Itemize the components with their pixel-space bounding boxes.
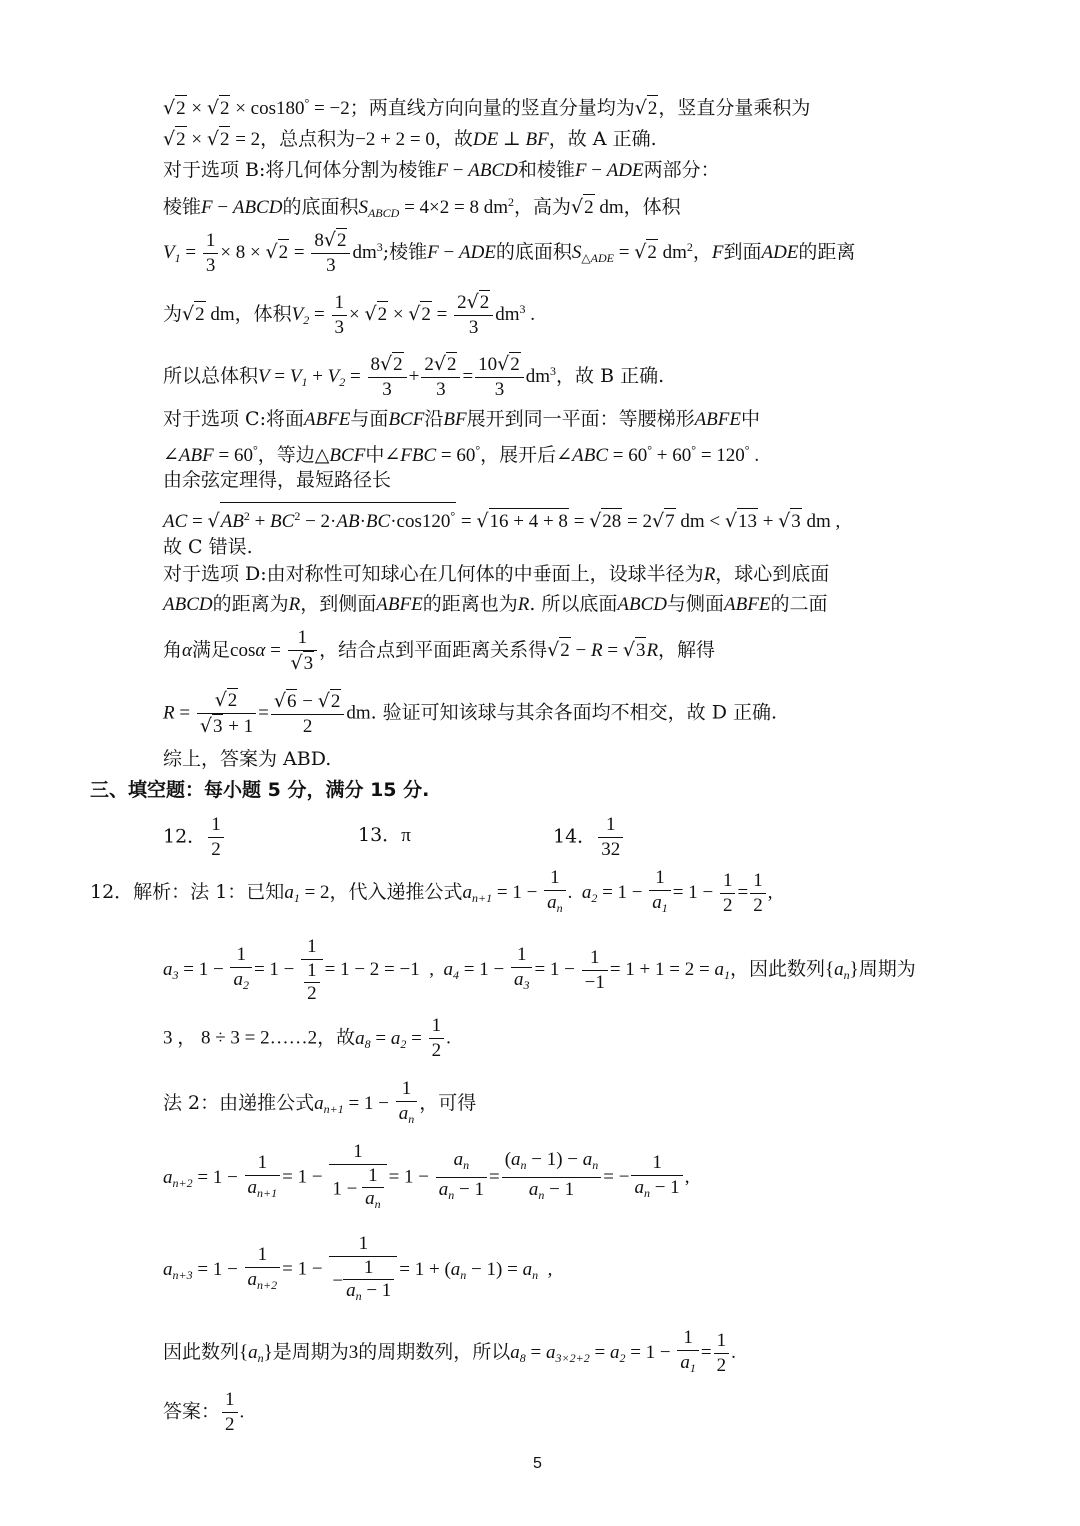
text-frag: 的二面 bbox=[770, 593, 828, 615]
text-frag: ，因此数列 bbox=[729, 958, 825, 980]
text-frag: 由余弦定理得，最短路径长 bbox=[163, 469, 392, 491]
line-1: √2 × √2 × cos180° = −2；两直线方向向量的竖直分量均为√2，竖直分量乘积为 bbox=[163, 90, 810, 122]
text-frag: 12．解析：法 1：已知 bbox=[90, 881, 285, 903]
text-frag: 的底面积 bbox=[495, 241, 572, 263]
text-frag: 与侧面 bbox=[667, 593, 725, 615]
answer-value: π bbox=[401, 825, 411, 846]
line-3: 对于选项 B:将几何体分割为棱锥F − ABCD和棱锥F − ADE两部分： bbox=[163, 159, 720, 181]
text-frag: ，故 A 正确. bbox=[548, 128, 657, 150]
line-12 bbox=[163, 534, 253, 560]
text-frag: ；两直线方向向量的竖直分量均为 bbox=[349, 97, 635, 119]
text-frag: ，球心到底面 bbox=[715, 563, 830, 585]
text-frag: 展开到同一平面：等腰梯形 bbox=[466, 408, 695, 430]
text-frag: ，故 B 正确. bbox=[556, 365, 665, 387]
text-frag: 法 2：由递推公式 bbox=[163, 1092, 315, 1114]
line-5: $V_1$ = $\frac{1}{3}$ × 8 × √2 = $\frac{8√2}{3}$ $dm^3$;棱锥F − ADE的底面积$S_{\triangle ADE} = √2$ $dm^2$，F到面ADE的距离 bbox=[163, 229, 856, 276]
text-frag: ， bbox=[692, 241, 712, 263]
text-frag: ，体积 bbox=[234, 303, 292, 325]
text-frag: 角 bbox=[163, 639, 183, 661]
text-frag: ;棱锥 bbox=[382, 241, 428, 263]
text-frag: 对于选项 C:将面 bbox=[163, 408, 304, 430]
text-frag: 为 bbox=[163, 303, 183, 325]
section-heading: 三、填空题：每小题 5 分，满分 15 分. bbox=[90, 779, 430, 801]
line-17 bbox=[163, 746, 331, 772]
text-frag: 和棱锥 bbox=[517, 159, 575, 181]
text-frag: 的距离也为 bbox=[422, 593, 518, 615]
text-frag: 故 C 错误. bbox=[163, 536, 253, 558]
text-frag: . 验证可知该球与其余各面均不相交，故 D 正确. bbox=[370, 701, 778, 724]
text-frag: 的距离 bbox=[798, 241, 856, 263]
final-answer: 答案： $\frac{1}{2}$ . bbox=[163, 1389, 245, 1435]
conclusion-line: 因此数列$\{a_n\}$是周期为3的周期数列，所以$a_8 = a_{3\times 2+2} = a_2 = 1$ − $\frac{1}{a_1}$ = $\frac{1}{2}$ . bbox=[163, 1327, 736, 1376]
text-frag: ，到侧面 bbox=[300, 593, 377, 615]
text-frag: 中 bbox=[365, 444, 385, 466]
text-frag: 沿 bbox=[424, 408, 444, 430]
page-number: 5 bbox=[533, 1455, 542, 1472]
text-frag: 到面 bbox=[723, 241, 762, 263]
method2-line: 法 2：由递推公式$a_{n+1} = 1$ − $\frac{1}{a_n}$ ，可得 bbox=[163, 1078, 477, 1126]
sol12-line-1: 12．解析：法 1：已知$a_1 = 2$，代入递推公式$a_{n+1} = 1$ − $\frac{1}{a_n}$ . $a_2 = 1$ − $\frac{1}{a_1}$ = 1 − $\frac{1}{2}$ = $\frac{1}{2}$ , bbox=[90, 867, 773, 916]
line-4: 棱锥F − ABCD的底面积$S_{ABCD} = 4\times 2 = 8$ $dm^2$，高为√2 dm，体积 bbox=[163, 195, 681, 220]
answer-label: 12． bbox=[163, 825, 207, 848]
method2-eq-1: $a_{n+2} = 1$ − $\frac{1}{a_{n+1}}$ = 1 − 1 1 − $\frac{1}{a_n}$ = 1 − $\frac{a_n}{a_n - 1}$ = $\frac{(a_n - 1) - a_n}{a_n - 1}$ = − $\frac{1}{a_n - 1}$ , bbox=[163, 1141, 690, 1211]
text-frag: ，体积 bbox=[623, 196, 681, 218]
text-frag: ，竖直分量乘积为 bbox=[658, 97, 811, 119]
line-10 bbox=[163, 467, 391, 493]
text-frag: 对于选项 B:将几何体分割为棱锥 bbox=[163, 159, 437, 181]
text-frag: ，可得 bbox=[419, 1092, 477, 1114]
line-16: R = $\frac{√2}{√3 + 1}$ = $\frac{√6 - √2}{2}$ dm. 验证可知该球与其余各面均不相交，故 D 正确. bbox=[163, 689, 778, 737]
text-frag: 的距离为 bbox=[212, 593, 289, 615]
text-frag: 中 bbox=[741, 408, 761, 430]
text-frag: 与面 bbox=[350, 408, 389, 430]
line-2: √2 × √2 = 2，总点积为−2 + 2 = 0，故DE ⊥ BF，故 A 正确. bbox=[163, 126, 657, 153]
text-frag: 因此数列 bbox=[163, 1341, 240, 1363]
line-6: 为√2 dm，体积$V_2$ = $\frac{1}{3}$ × √2 × √2 = $\frac{2√2}{3}$ $dm^3$ . bbox=[163, 291, 536, 338]
method2-eq-2: $a_{n+3} = 1$ − $\frac{1}{a_{n+2}}$ = 1 − 1 − $\frac{1}{a_n - 1}$ = $1 + (a_n - 1) = a_n$ , bbox=[163, 1233, 553, 1303]
sol12-line-2: $a_3 = 1$ − $\frac{1}{a_2}$ = 1 − $\frac{1}{\frac{1}{2}}$ = 1 − 2 = −1 , $a_4 = 1$ − $\frac{1}{a_3}$ = 1 − $\frac{1}{-1}$ = $1 + 1 = 2 = a_1$，因此数列$\{a_n\}$周期为 bbox=[163, 936, 916, 1004]
answer-12: 12． $\frac{1}{2}$ bbox=[163, 813, 226, 862]
text-frag: ，解得 bbox=[658, 639, 716, 661]
text-frag: 棱锥 bbox=[163, 196, 202, 218]
text-frag: ，等边 bbox=[257, 444, 315, 466]
text-frag: 综上，答案为 ABD. bbox=[163, 748, 332, 770]
answer-label: 14． bbox=[553, 825, 597, 848]
text-frag: ，总点积为 bbox=[260, 128, 356, 150]
answer-label: 13． bbox=[358, 824, 402, 846]
text-frag: 是周期为 bbox=[272, 1341, 349, 1363]
text-frag: 所以总体积 bbox=[163, 365, 259, 387]
line-11: AC = $√AB^2 + BC^2 - 2\cdot AB\cdot BC\cdot\cos 120^\circ = √16 + 4 + 8 = √28 = 2√7$ dm < √13 + √3 dm , bbox=[163, 502, 840, 535]
text-frag: 的底面积 bbox=[282, 196, 359, 218]
text-frag: 的周期数列，所以 bbox=[358, 1341, 511, 1363]
line-14: ABCD的距离为R，到侧面ABFE的距离也为R. 所以底面ABCD与侧面ABFE的二面 bbox=[163, 593, 828, 615]
line-13: 对于选项 D:由对称性可知球心在几何体的中垂面上，设球半径为R，球心到底面 bbox=[163, 563, 830, 585]
line-7: 所以总体积$V = V_1 + V_2$ = $\frac{8√2}{3}$ + $\frac{2√2}{3}$ = $\frac{10√2}{3}$ $dm^3$，故 B 正确. bbox=[163, 353, 665, 400]
text-frag: 两部分： bbox=[643, 159, 720, 181]
text-frag: . 所以底面 bbox=[529, 593, 618, 615]
text-frag: ，代入递推公式 bbox=[329, 881, 463, 903]
text-frag: ，故 bbox=[434, 128, 473, 150]
line-15: 角α满足cosα = $\frac{1}{√3}$ ，结合点到平面距离关系得√2 − R = √3R，解得 bbox=[163, 627, 716, 674]
text-frag: 对于选项 D:由对称性可知球心在几何体的中垂面上，设球半径为 bbox=[163, 563, 704, 585]
text-frag: 答案： bbox=[163, 1400, 221, 1423]
text-frag: ，高为 bbox=[514, 196, 572, 218]
line-8: 对于选项 C:将面ABFE与面BCF沿BF展开到同一平面：等腰梯形ABFE中 bbox=[163, 408, 761, 430]
line-9: ∠ABF = 60°，等边△BCF中∠FBC = 60°，展开后∠ABC = 60° + 60° = 120° . bbox=[163, 443, 760, 466]
answer-14: 14． $\frac{1}{32}$ bbox=[553, 813, 625, 862]
text-frag: 周期为 bbox=[858, 958, 916, 980]
answer-13 bbox=[358, 822, 411, 849]
text-frag: ，结合点到平面距离关系得 bbox=[319, 639, 548, 661]
text-frag: 满足 bbox=[192, 639, 231, 661]
sol12-line-3: 3 ， 8 ÷ 3 = 2……2，故$a_8 = a_2$ = $\frac{1}{2}$ . bbox=[163, 1015, 451, 1061]
text-frag: ，展开后 bbox=[480, 444, 557, 466]
text-frag: ，故 bbox=[317, 1026, 356, 1049]
